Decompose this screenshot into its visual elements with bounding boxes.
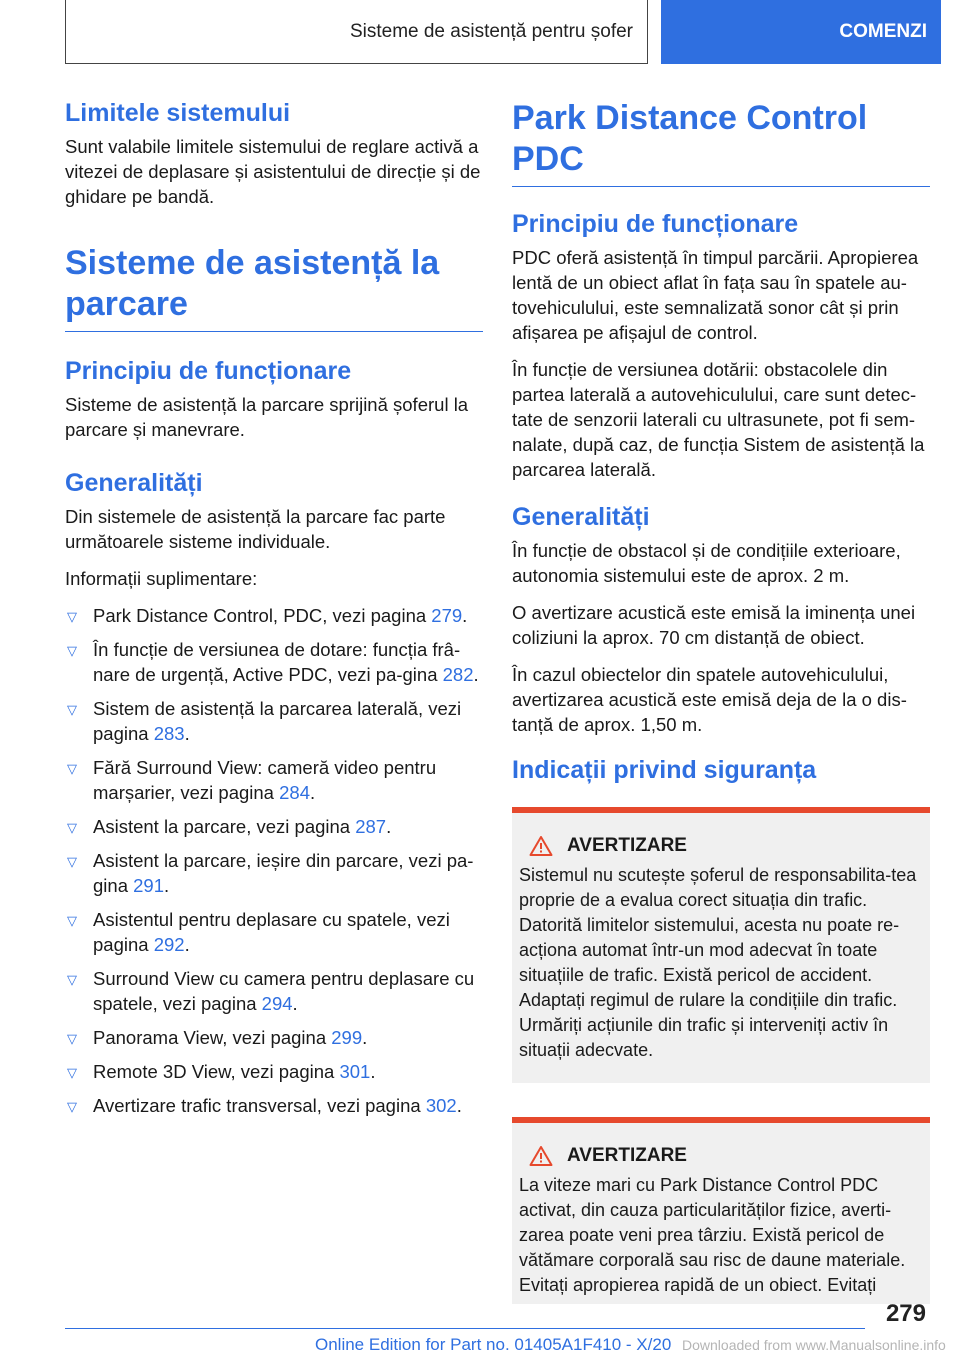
- list-item: ▽ Asistentul pentru deplasare cu spatele, vezi pagina 292.: [67, 908, 450, 955]
- right-general-heading: Generalități: [512, 502, 650, 531]
- right-column: [512, 98, 930, 1304]
- right-principle-heading: Principiu de funcționare: [512, 209, 799, 238]
- left-principle-section: [65, 356, 483, 442]
- bullet-triangle-icon: ▽: [67, 1098, 77, 1114]
- limits-heading: Limitele sistemului: [65, 99, 291, 127]
- list-item: ▽ Panorama View, vezi pagina 299.: [65, 1025, 483, 1050]
- right-principle-text-2: În funcție de versiunea dotării: obstacolele din partea laterală a autovehiculului, care sunt detec-tate de senzorii laterali cu ultrasunete, pot fi sem-nalate, după caz, de funcția Sistem de asistență la parcarea laterală.: [512, 358, 925, 480]
- list-item: ▽ Sistem de asistență la parcarea laterală, vezi pagina 283.: [67, 697, 462, 744]
- page-link[interactable]: 292: [153, 933, 185, 955]
- left-principle-text: Sisteme de asistență la parcare sprijină șoferul la parcare și manevrare.: [65, 393, 469, 440]
- right-general-text-2: O avertizare acustică este emisă la iminența unei coliziuni la aprox. 70 cm distanță de obiect.: [512, 601, 916, 648]
- pdc-section: [512, 98, 930, 187]
- parking-section: [65, 243, 483, 332]
- right-principle-section: [512, 209, 930, 482]
- page-link[interactable]: 302: [425, 1094, 457, 1116]
- bullet-triangle-icon: ▽: [67, 701, 77, 717]
- parking-heading: Sisteme de asistență la parcare: [65, 243, 483, 332]
- list-item: ▽ Asistent la parcare, ieșire din parcare, vezi pa-gina 291.: [67, 849, 474, 896]
- list-item: ▽ În funcție de versiunea de dotare: funcția frâ-nare de urgență, Active PDC, vezi pa-gina 282.: [67, 638, 479, 685]
- list-item: ▽ Fără Surround View: cameră video pentru marșarier, vezi pagina 284.: [67, 756, 437, 803]
- right-general-text-1: În funcție de obstacol și de condițiile exterioare, autonomia sistemului este de aprox. 2 m.: [512, 539, 901, 586]
- warning-text: La viteze mari cu Park Distance Control PDC activat, din cauza particularităților fizice, averti-zarea poate veni prea târziu. Există pericol de vătămare corporală sau risc de daune materiale. Evitați apropierea rapidă de un obiect. Evitați: [519, 1174, 906, 1295]
- footer-divider: [65, 1328, 865, 1329]
- bullet-triangle-icon: ▽: [67, 1030, 77, 1046]
- bullet-triangle-icon: ▽: [67, 971, 77, 987]
- list-item: ▽ Avertizare trafic transversal, vezi pagina 302.: [65, 1093, 483, 1118]
- bullet-triangle-icon: ▽: [67, 642, 77, 658]
- bullet-triangle-icon: ▽: [67, 853, 77, 869]
- warning-box: [512, 1117, 930, 1304]
- left-general-text: Din sistemele de asistență la parcare fac parte următoarele sisteme individuale.: [65, 505, 446, 552]
- bullet-triangle-icon: ▽: [67, 608, 77, 624]
- page-link[interactable]: 291: [133, 874, 164, 896]
- warning-text: Sistemul nu scutește șoferul de responsabilita-tea proprie de a evalua corect situația din trafic. Datorită limitelor sistemului, acesta nu poate re-acționa automat într-un mod adecvat în toate situațiile de trafic. Există pericol de accident. Adaptați regimul de rulare la condițiile din trafic. Urmăriți acțiunile din trafic și interveniți activ în situații adecvate.: [519, 864, 917, 1060]
- left-general-heading: Generalități: [65, 468, 203, 497]
- list-item: ▽ Remote 3D View, vezi pagina 301.: [65, 1059, 483, 1084]
- warning-box: [512, 807, 930, 1083]
- right-general-section: [512, 502, 930, 737]
- left-principle-heading: Principiu de funcționare: [65, 356, 352, 385]
- page-link[interactable]: 284: [279, 781, 310, 803]
- right-general-text-3: În cazul obiectelor din spatele autovehiculului, avertizarea acustică este emisă deja de la o dis-tanță de aprox. 1,50 m.: [512, 663, 907, 735]
- footer-edition: [315, 1335, 946, 1355]
- bullet-triangle-icon: ▽: [67, 760, 77, 776]
- left-column: [65, 98, 483, 1127]
- list-item: ▽ Park Distance Control, PDC, vezi pagina 279.: [65, 603, 483, 628]
- more-info-label: Informații suplimentare:: [65, 567, 258, 589]
- page-link[interactable]: 279: [431, 604, 463, 626]
- safety-section: [512, 755, 930, 1304]
- page-link[interactable]: 282: [442, 663, 474, 685]
- warning-label: AVERTIZARE: [567, 1144, 687, 1166]
- limits-section: [65, 98, 483, 209]
- warning-label: AVERTIZARE: [567, 834, 687, 856]
- right-principle-text-1: PDC oferă asistență în timpul parcării. Apropierea lentă de un obiect aflat în fața sau în spatele au-tovehiculului, este semnalizată sonor cât și prin afișarea pe afișajul de control.: [512, 246, 919, 343]
- list-item: ▽ Surround View cu camera pentru deplasare cu spatele, vezi pagina 294.: [67, 967, 475, 1014]
- page-link[interactable]: 283: [153, 722, 185, 744]
- page-link[interactable]: 294: [261, 992, 293, 1014]
- left-general-section: [65, 468, 483, 1118]
- list-item: ▽ Asistent la parcare, vezi pagina 287.: [65, 814, 483, 839]
- pdc-heading: Park Distance Control PDC: [512, 98, 930, 187]
- bullet-triangle-icon: ▽: [67, 1064, 77, 1080]
- page-number: 279: [885, 1300, 926, 1327]
- page-link[interactable]: 301: [339, 1060, 371, 1082]
- header-chapter-tab[interactable]: COMENZI: [661, 0, 941, 64]
- safety-heading: Indicații privind siguranța: [512, 755, 817, 784]
- page-link[interactable]: 287: [355, 815, 387, 837]
- system-list: [65, 603, 483, 1118]
- warning-triangle-icon: [529, 835, 553, 857]
- bullet-triangle-icon: ▽: [67, 819, 77, 835]
- watermark-text: Downloaded from www.Manualsonline.info: [682, 1337, 946, 1353]
- warning-triangle-icon: [529, 1145, 553, 1167]
- limits-text: Sunt valabile limitele sistemului de reglare activă a vitezei de deplasare și asistentului de direcție și de ghidare pe bandă.: [65, 136, 481, 207]
- edition-text: Online Edition for Part no. 01405A1F410 - X/20: [315, 1335, 672, 1354]
- header-section-title: Sisteme de asistență pentru șofer: [65, 0, 648, 64]
- page-link[interactable]: 299: [331, 1026, 363, 1048]
- bullet-triangle-icon: ▽: [67, 912, 77, 928]
